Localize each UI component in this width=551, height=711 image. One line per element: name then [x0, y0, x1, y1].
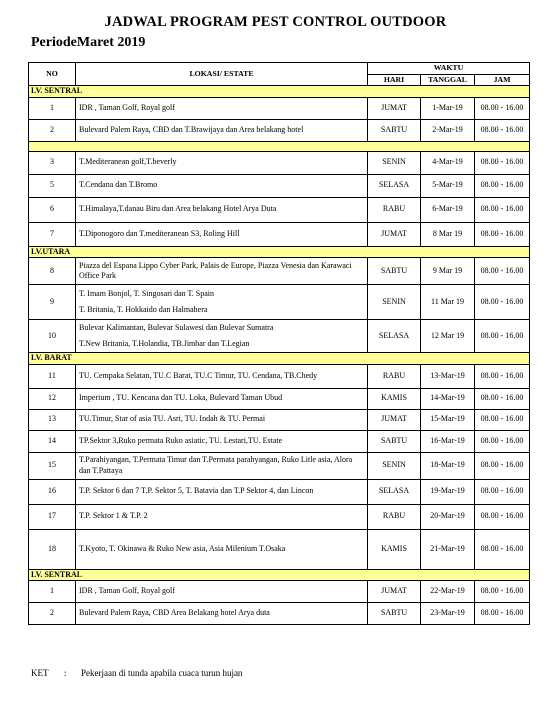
row-time: 08.00 - 16.00	[475, 197, 530, 222]
row-date: 23-Mar-19	[421, 603, 475, 625]
table-row	[29, 258, 530, 285]
header-no: NO	[29, 63, 76, 86]
row-day: SENIN	[368, 285, 421, 320]
section-label: LV. SENTRAL	[29, 86, 530, 98]
row-day: JUMAT	[368, 97, 421, 119]
row-date: 18-Mar-19	[421, 452, 475, 479]
row-date: 19-Mar-19	[421, 479, 475, 504]
table-row	[29, 529, 530, 569]
row-time: 08.00 - 16.00	[475, 258, 530, 285]
note	[31, 668, 242, 678]
table-row	[29, 388, 530, 409]
row-time: 08.00 - 16.00	[475, 430, 530, 452]
row-time: 08.00 - 16.00	[475, 479, 530, 504]
row-number: 5	[29, 174, 76, 197]
row-location: T. Imam Bonjol, T. Singosari dan T. Spain T. Britania, T. Hokkaido dan Halmahera	[76, 285, 368, 320]
row-date: 14-Mar-19	[421, 388, 475, 409]
row-number: 14	[29, 430, 76, 452]
row-date: 1-Mar-19	[421, 97, 475, 119]
row-number: 9	[29, 285, 76, 320]
row-day: SENIN	[368, 452, 421, 479]
table-row	[29, 151, 530, 174]
row-day: SELASA	[368, 320, 421, 353]
note-label: KET	[31, 668, 49, 678]
row-number: 2	[29, 119, 76, 141]
table-row	[29, 97, 530, 119]
header-hari: HARI	[368, 74, 421, 86]
row-location: T.Himalaya,T.danau Biru dan Area belakang Hotel Arya Duta	[76, 197, 368, 222]
row-location: Piazza del Espana Lippo Cyber Park, Palais de Europe, Piazza Venesia dan Karawaci Office Park	[76, 258, 368, 285]
row-time: 08.00 - 16.00	[475, 409, 530, 430]
row-time: 08.00 - 16.00	[475, 529, 530, 569]
row-time: 08.00 - 16.00	[475, 285, 530, 320]
row-time: 08.00 - 16.00	[475, 364, 530, 388]
row-date: 20-Mar-19	[421, 504, 475, 529]
section-header	[29, 86, 530, 98]
row-location: Bulevard Palem Raya, CBD dan T.Brawijaya dan Area belakang hotel	[76, 119, 368, 141]
row-time: 08.00 - 16.00	[475, 97, 530, 119]
row-date: 2-Mar-19	[421, 119, 475, 141]
row-time: 08.00 - 16.00	[475, 603, 530, 625]
row-day: SELASA	[368, 479, 421, 504]
row-location: T.Parahiyangan, T.Permata Timur dan T.Permata parahyangan, Ruko Litle asia, Alora dan T.Pattaya	[76, 452, 368, 479]
table-row	[29, 409, 530, 430]
table-row	[29, 119, 530, 141]
table-row	[29, 581, 530, 603]
row-location: T.Mediteranean golf,T.beverly	[76, 151, 368, 174]
document-title: JADWAL PROGRAM PEST CONTROL OUTDOOR	[104, 14, 447, 30]
row-location: TU. Cempaka Selatan, TU.C Barat, TU.C Timur, TU. Cendana, TB.Chedy	[76, 364, 368, 388]
row-date: 11 Mar 19	[421, 285, 475, 320]
table-row	[29, 320, 530, 353]
header-waktu: WAKTU	[368, 63, 530, 75]
table-row	[29, 479, 530, 504]
row-location: T.Kyoto, T. Okinawa & Ruko New asia, Asia Milenium T.Osaka	[76, 529, 368, 569]
schedule-table	[28, 62, 530, 625]
row-date: 21-Mar-19	[421, 529, 475, 569]
table-row	[29, 504, 530, 529]
row-location: T.P. Sektor 6 dan 7 T.P. Sektor 5, T. Batavia dan T.P Sektor 4, dan Lincon	[76, 479, 368, 504]
row-day: RABU	[368, 504, 421, 529]
row-number: 1	[29, 581, 76, 603]
section-label: LV. BARAT	[29, 353, 530, 365]
table-row	[29, 430, 530, 452]
table-row	[29, 222, 530, 246]
row-date: 8 Mar 19	[421, 222, 475, 246]
note-separator: :	[64, 668, 67, 678]
row-day: JUMAT	[368, 222, 421, 246]
table-row	[29, 452, 530, 479]
row-location: Bulevar Kalimantan, Bulevar Sulawesi dan Bulevar Sumatra T.New Britania, T.Holandia, TB.Jimbar dan T.Legian	[76, 320, 368, 353]
row-day: RABU	[368, 197, 421, 222]
row-location: T.Cendana dan T.Bromo	[76, 174, 368, 197]
row-location: TP.Sektor 3,Ruko permata Ruko asiatic, TU. Lestari,TU. Estate	[76, 430, 368, 452]
row-number: 2	[29, 603, 76, 625]
header-location: LOKASI/ ESTATE	[76, 63, 368, 86]
row-number: 16	[29, 479, 76, 504]
row-date: 4-Mar-19	[421, 151, 475, 174]
row-time: 08.00 - 16.00	[475, 320, 530, 353]
row-location: Imperium , TU. Kencana dan TU. Loka, Bulevard Taman Ubud	[76, 388, 368, 409]
row-day: RABU	[368, 364, 421, 388]
row-number: 11	[29, 364, 76, 388]
row-number: 17	[29, 504, 76, 529]
schedule-body	[29, 86, 530, 625]
row-day: SENIN	[368, 151, 421, 174]
row-time: 08.00 - 16.00	[475, 119, 530, 141]
header-jam: JAM	[475, 74, 530, 86]
row-day: KAMIS	[368, 388, 421, 409]
section-header	[29, 569, 530, 581]
row-date: 6-Mar-19	[421, 197, 475, 222]
row-date: 9 Mar 19	[421, 258, 475, 285]
row-number: 18	[29, 529, 76, 569]
document-period: PeriodeMaret 2019	[31, 35, 146, 50]
row-number: 8	[29, 258, 76, 285]
section-label: LV.UTARA	[29, 246, 530, 258]
section-header	[29, 141, 530, 151]
row-location: TU.Timur, Star of asia TU. Asri, TU. Indah & TU. Permai	[76, 409, 368, 430]
row-date: 22-Mar-19	[421, 581, 475, 603]
row-day: JUMAT	[368, 581, 421, 603]
row-date: 5-Mar-19	[421, 174, 475, 197]
row-number: 12	[29, 388, 76, 409]
row-number: 15	[29, 452, 76, 479]
row-day: KAMIS	[368, 529, 421, 569]
note-text: Pekerjaan di tunda apabila cuaca turun hujan	[81, 668, 243, 678]
row-date: 12 Mar 19	[421, 320, 475, 353]
row-day: SABTU	[368, 258, 421, 285]
row-location: Bulevard Palem Raya, CBD Area Belakang hotel Arya duta	[76, 603, 368, 625]
section-label: LV. SENTRAL	[29, 569, 530, 581]
row-location: T.P. Sektor 1 & T.P. 2	[76, 504, 368, 529]
table-row	[29, 174, 530, 197]
section-header	[29, 246, 530, 258]
row-day: SABTU	[368, 603, 421, 625]
table-row	[29, 364, 530, 388]
row-number: 10	[29, 320, 76, 353]
row-location: T.Diponogoro dan T.mediteranean S3, Roling Hill	[76, 222, 368, 246]
row-time: 08.00 - 16.00	[475, 452, 530, 479]
row-day: SABTU	[368, 119, 421, 141]
section-label	[29, 141, 530, 151]
row-number: 1	[29, 97, 76, 119]
header-tanggal: TANGGAL	[421, 74, 475, 86]
row-number: 3	[29, 151, 76, 174]
row-time: 08.00 - 16.00	[475, 504, 530, 529]
row-date: 15-Mar-19	[421, 409, 475, 430]
section-header	[29, 353, 530, 365]
row-location: IDR , Taman Golf, Royal golf	[76, 581, 368, 603]
row-time: 08.00 - 16.00	[475, 388, 530, 409]
table-row	[29, 603, 530, 625]
row-day: SELASA	[368, 174, 421, 197]
table-row	[29, 197, 530, 222]
row-number: 6	[29, 197, 76, 222]
row-day: SABTU	[368, 430, 421, 452]
row-date: 16-Mar-19	[421, 430, 475, 452]
row-time: 08.00 - 16.00	[475, 222, 530, 246]
row-number: 13	[29, 409, 76, 430]
row-location: IDR , Taman Golf, Royal golf	[76, 97, 368, 119]
row-time: 08.00 - 16.00	[475, 581, 530, 603]
row-time: 08.00 - 16.00	[475, 151, 530, 174]
table-row	[29, 285, 530, 320]
row-day: JUMAT	[368, 409, 421, 430]
row-time: 08.00 - 16.00	[475, 174, 530, 197]
row-number: 7	[29, 222, 76, 246]
row-date: 13-Mar-19	[421, 364, 475, 388]
